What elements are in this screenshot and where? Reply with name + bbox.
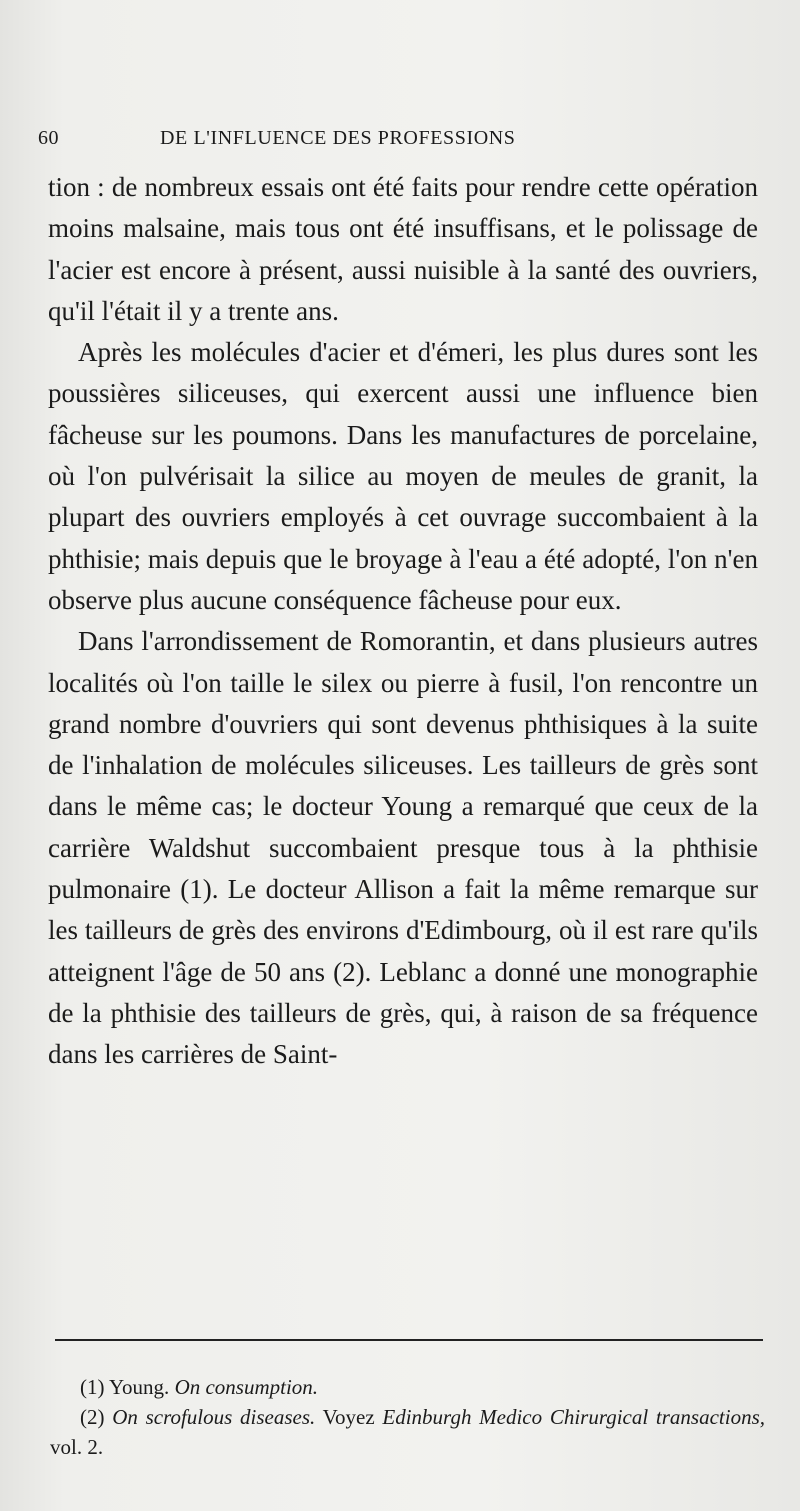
footnotes [50, 1372, 765, 1462]
footnote-1-mark: (1) [80, 1375, 105, 1399]
footnote-1-title: On consumption. [174, 1375, 319, 1399]
page-header [38, 127, 758, 157]
running-title: DE L'INFLUENCE DES PROFESSIONS [160, 127, 516, 149]
footnote-1 [50, 1372, 765, 1402]
footnote-2-mark: (2) [80, 1405, 105, 1429]
paragraph-1: tion : de nombreux essais ont été faits pour rendre cette opération moins malsaine, mais tous ont été insuffisans, et le polissage de l'acier est encore à présent, aussi nuisible à la santé des ouvriers, qu'il l'était il y a trente ans. [48, 172, 758, 326]
footnote-divider [55, 1339, 763, 1341]
body-text [48, 167, 758, 1076]
paragraph-3: Dans l'arrondissement de Romorantin, et dans plusieurs autres localités où l'on taille le silex ou pierre à fusil, l'on rencontre un grand nombre d'ouvriers qui sont devenus phthisiques à la suite de l'inhalation de molécules siliceuses. Les tailleurs de grès sont dans le même cas; le docteur Young a remarqué que ceux de la carrière Waldshut succombaient presque tous à la phthisie pulmonaire (1). Le docteur Allison a fait la même remarque sur les tailleurs de grès des environs d'Edimbourg, où il est rare qu'ils atteignent l'âge de 50 ans (2). Leblanc a donné une monographie de la phthisie des tailleurs de grès, qui, à raison de sa fréquence dans les carrières de Saint- [48, 626, 758, 1070]
footnote-1-author: Young. [108, 1375, 170, 1399]
footnote-2 [50, 1402, 765, 1462]
footnote-2-journal: Edinburgh Medico Chirurgical transactions, [382, 1405, 766, 1429]
page-number: 60 [38, 127, 59, 149]
paragraph-2: Après les molécules d'acier et d'émeri, les plus dures sont les poussières siliceuses, qui exercent aussi une influence bien fâcheuse sur les poumons. Dans les manufactures de porcelaine, où l'on pulvérisait la silice au moyen de meules de granit, la plupart des ouvriers employés à cet ouvrage succombaient à la phthisie; mais depuis que le broyage à l'eau a été adopté, l'on n'en observe plus aucune conséquence fâcheuse pour eux. [48, 337, 758, 615]
footnote-2-see: Voyez [322, 1405, 375, 1429]
footnote-2-title: On scrofulous diseases. [112, 1405, 316, 1429]
footnote-2-volume: vol. 2. [50, 1435, 104, 1459]
